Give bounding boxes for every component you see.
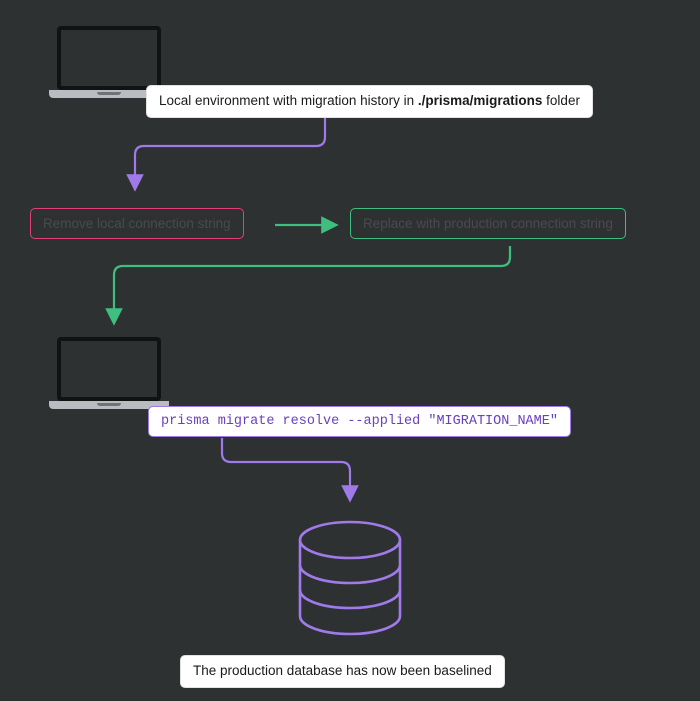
result-label-box [180, 655, 505, 688]
replace-production-connection-label: Replace with production connection string [350, 208, 626, 239]
local-label-path: ./prisma/migrations [417, 93, 543, 108]
replace-production-connection-box [350, 208, 626, 239]
migrate-resolve-command-text: prisma migrate resolve --applied "MIGRATION_NAME" [148, 406, 571, 437]
remove-local-connection-label: Remove local connection string [30, 208, 244, 239]
result-label-text: The production database has now been baselined [180, 655, 505, 688]
edge-replace-to-laptop [114, 246, 510, 317]
local-label-text-before: Local environment with migration history in [159, 93, 418, 108]
laptop-screen [57, 337, 161, 401]
edge-command-to-database [222, 438, 350, 494]
laptop-notch [97, 92, 121, 95]
local-label-text-after: folder [542, 93, 580, 108]
remove-local-connection-box [30, 208, 244, 239]
local-environment-label [146, 85, 593, 118]
edge-local-to-remove [135, 116, 325, 183]
laptop-notch [97, 403, 121, 406]
database-icon [295, 518, 405, 638]
migrate-resolve-command-box [148, 406, 571, 437]
production-laptop [49, 337, 169, 412]
laptop-screen [57, 26, 161, 90]
